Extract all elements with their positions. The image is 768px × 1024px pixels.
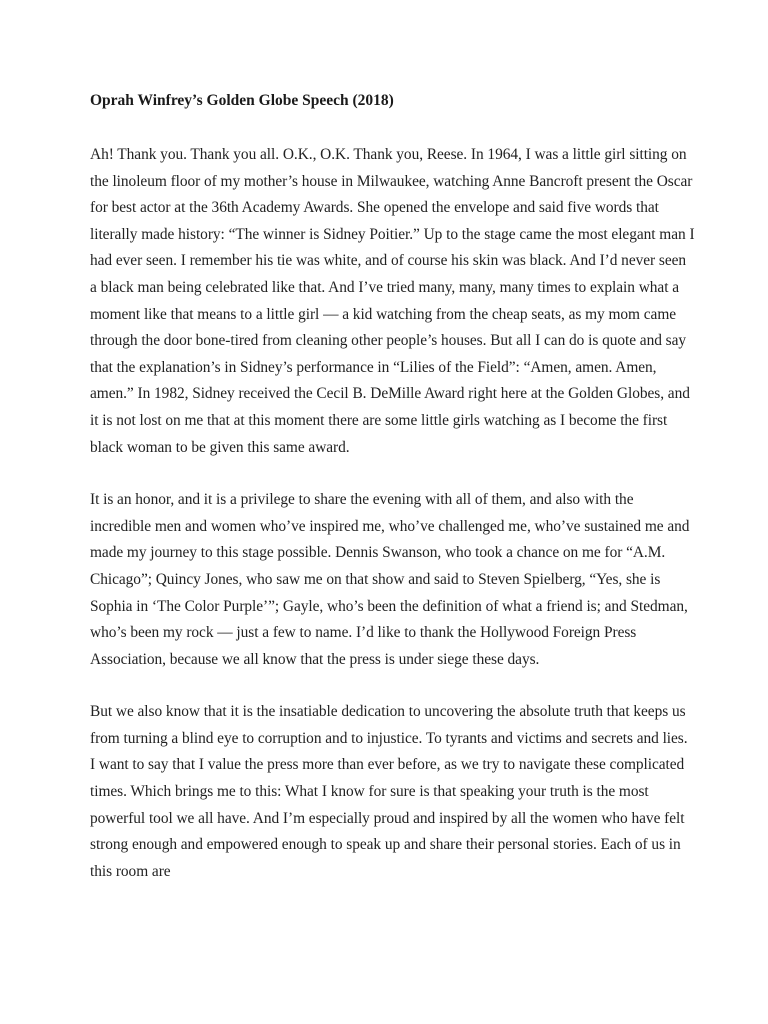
paragraph-1: Ah! Thank you. Thank you all. O.K., O.K. Thank you, Reese. In 1964, I was a little girl sitting on the linoleum floor of my mother’s house in Milwaukee, watching Anne Bancroft present the Oscar for best actor at the 36th Academy Awards. She opened the envelope and said five words that literally made history: “The winner is Sidney Poitier.” Up to the stage came the most elegant man I had ever seen. I remember his tie was white, and of course his skin was black. And I’d never seen a black man being celebrated like that. And I’ve tried many, many, many times to explain what a moment like that means to a little girl — a kid watching from the cheap seats, as my mom came through the door bone-tired from cleaning other people’s houses. But all I can do is quote and say that the explanation’s in Sidney’s performance in “Lilies of the Field”: “Amen, amen. Amen, amen.” In 1982, Sidney received the Cecil B. DeMille Award right here at the Golden Globes, and it is not lost on me that at this moment there are some little girls watching as I become the first black woman to be given this same award.	[90, 146, 695, 456]
document-title: Oprah Winfrey’s Golden Globe Speech (2018)	[90, 92, 394, 109]
paragraph-2: It is an honor, and it is a privilege to share the evening with all of them, and also with the incredible men and women who’ve inspired me, who’ve challenged me, who’ve sustained me and made my journey to this stage possible. Dennis Swanson, who took a chance on me for “A.M. Chicago”; Quincy Jones, who saw me on that show and said to Steven Spielberg, “Yes, she is Sophia in ‘The Color Purple’”; Gayle, who’s been the definition of what a friend is; and Stedman, who’s been my rock — just a few to name. I’d like to thank the Hollywood Foreign Press Association, because we all know that the press is under siege these days.	[90, 491, 690, 668]
document-body	[90, 89, 695, 911]
paragraph-3: But we also know that it is the insatiable dedication to uncovering the absolute truth that keeps us from turning a blind eye to corruption and to injustice. To tyrants and victims and secrets and lies. I want to say that I value the press more than ever before, as we try to navigate these complicated times. Which brings me to this: What I know for sure is that speaking your truth is the most powerful tool we all have. And I’m especially proud and inspired by all the women who have felt strong enough and empowered enough to speak up and share their personal stories. Each of us in this room are	[90, 703, 688, 880]
